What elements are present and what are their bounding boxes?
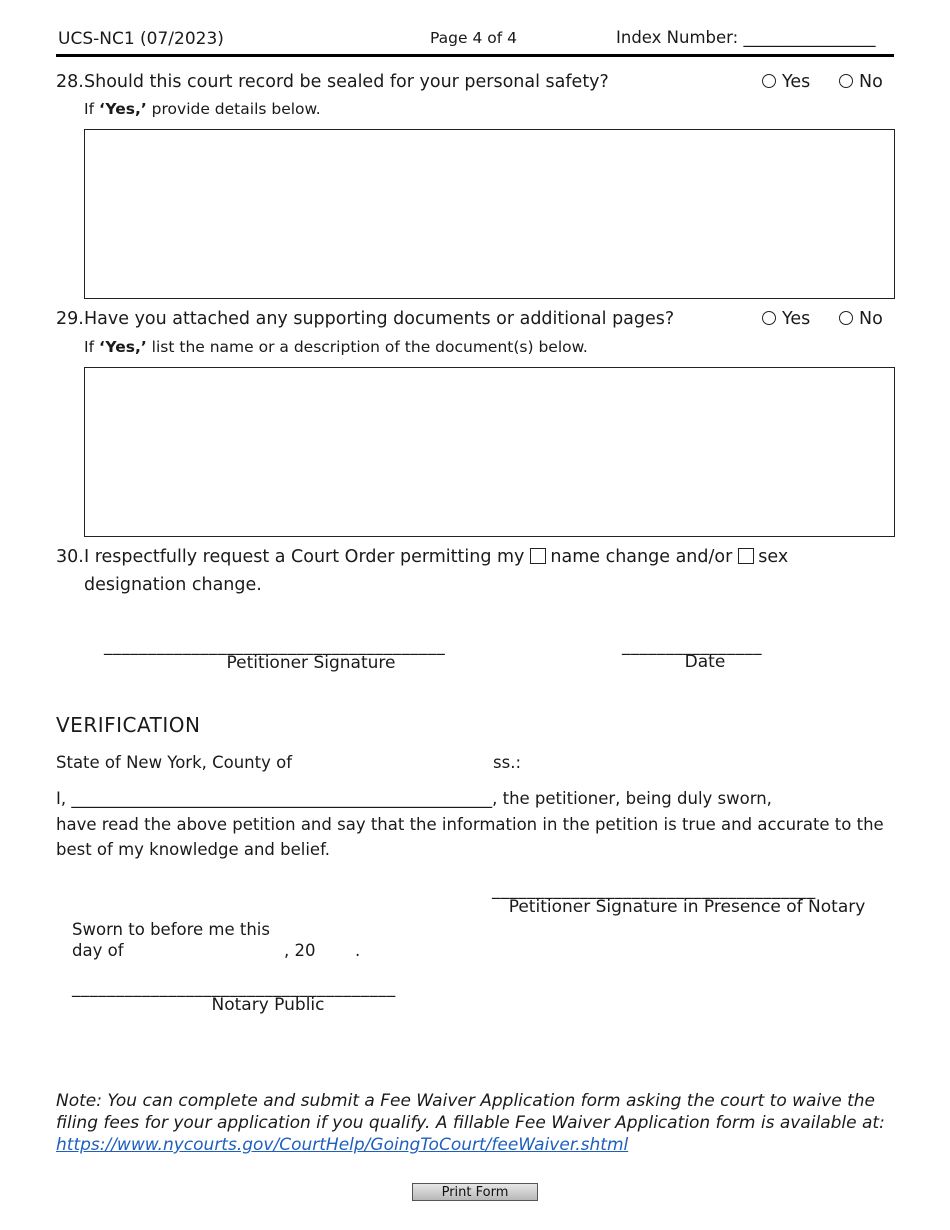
notary-public-line[interactable]: _____________________________________ [72, 978, 396, 997]
petitioner-signature-line[interactable]: _______________________________________ [104, 636, 446, 655]
fee-waiver-note-text: Note: You can complete and submit a Fee Waiver Application form asking the court to waive the filing fees for your application if you qualify. A fillable Fee Waiver Application form is available at: [56, 1091, 885, 1133]
q28-yes-emphasis: ‘Yes,’ [98, 100, 147, 118]
county-field[interactable] [300, 751, 480, 773]
q30-number: 30. [56, 547, 84, 567]
ss-label: ss.: [493, 753, 521, 772]
q29-documents-textbox[interactable] [84, 367, 895, 537]
sex-label: sex [758, 547, 789, 567]
q28-no-radio[interactable] [839, 74, 853, 88]
sex-designation-checkbox[interactable] [738, 548, 754, 564]
verification-statement [56, 786, 886, 863]
notary-public-label: Notary Public [211, 995, 325, 1015]
q28-no-option[interactable] [839, 72, 883, 92]
form-code: UCS-NC1 (07/2023) [58, 29, 224, 49]
fee-waiver-note [56, 1090, 896, 1156]
q30-text-a: I respectfully request a Court Order permitting my [84, 547, 525, 567]
state-county-text: State of New York, County of [56, 753, 293, 772]
name-change-label: name change and/or [550, 547, 733, 567]
q29-yes-emphasis: ‘Yes,’ [98, 338, 147, 356]
notary-presence-signature-line[interactable]: _____________________________________ [492, 880, 816, 899]
q28-instruction: If ‘Yes,’ provide details below. [84, 100, 321, 118]
q30-line-1 [84, 547, 788, 567]
q28-details-textbox[interactable] [84, 129, 895, 299]
sworn-year-prefix: , 20 [284, 941, 316, 960]
q28-number: 28. [56, 72, 84, 92]
q29-text: Have you attached any supporting documents or additional pages? [84, 309, 675, 329]
q29-yes-radio[interactable] [762, 311, 776, 325]
sworn-year-field[interactable] [318, 940, 352, 962]
q28-yes-label: Yes [782, 72, 811, 92]
q29-yes-label: Yes [782, 309, 811, 329]
fee-waiver-link[interactable]: https://www.nycourts.gov/CourtHelp/GoingToCourt/feeWaiver.shtml [56, 1135, 629, 1155]
sworn-text: Sworn to before me this [72, 920, 270, 939]
q28-text: Should this court record be sealed for your personal safety? [84, 72, 609, 92]
name-change-checkbox[interactable] [530, 548, 546, 564]
index-number: Index Number: ________________ [616, 28, 876, 47]
q28-yes-option[interactable] [762, 72, 810, 92]
sworn-period: . [355, 941, 361, 960]
notary-presence-signature-label: Petitioner Signature in Presence of Notary [508, 897, 866, 917]
verification-line-1: I, ___________________________________________________, the petitioner, being duly sworn, [56, 789, 772, 808]
verification-line-3: best of my knowledge and belief. [56, 840, 330, 859]
q29-instruction: If ‘Yes,’ list the name or a description of the document(s) below. [84, 338, 588, 356]
sworn-day-of: day of [72, 941, 124, 960]
date-label: Date [684, 652, 726, 672]
verification-line-2: have read the above petition and say that the information in the petition is true and accurate to the [56, 814, 884, 834]
q28-no-label: No [859, 72, 883, 92]
q29-number: 29. [56, 309, 84, 329]
q29-no-label: No [859, 309, 883, 329]
q29-no-radio[interactable] [839, 311, 853, 325]
header-rule [56, 54, 894, 57]
q28-yes-radio[interactable] [762, 74, 776, 88]
petitioner-signature-label: Petitioner Signature [226, 653, 396, 673]
print-form-button[interactable]: Print Form [412, 1183, 538, 1201]
page-number: Page 4 of 4 [430, 29, 517, 47]
sworn-day-field[interactable] [128, 940, 278, 962]
q29-yes-option[interactable] [762, 309, 810, 329]
q29-no-option[interactable] [839, 309, 883, 329]
verification-title: VERIFICATION [56, 713, 201, 737]
date-line[interactable]: ________________ [622, 636, 762, 655]
q30-text-b: designation change. [84, 575, 262, 595]
